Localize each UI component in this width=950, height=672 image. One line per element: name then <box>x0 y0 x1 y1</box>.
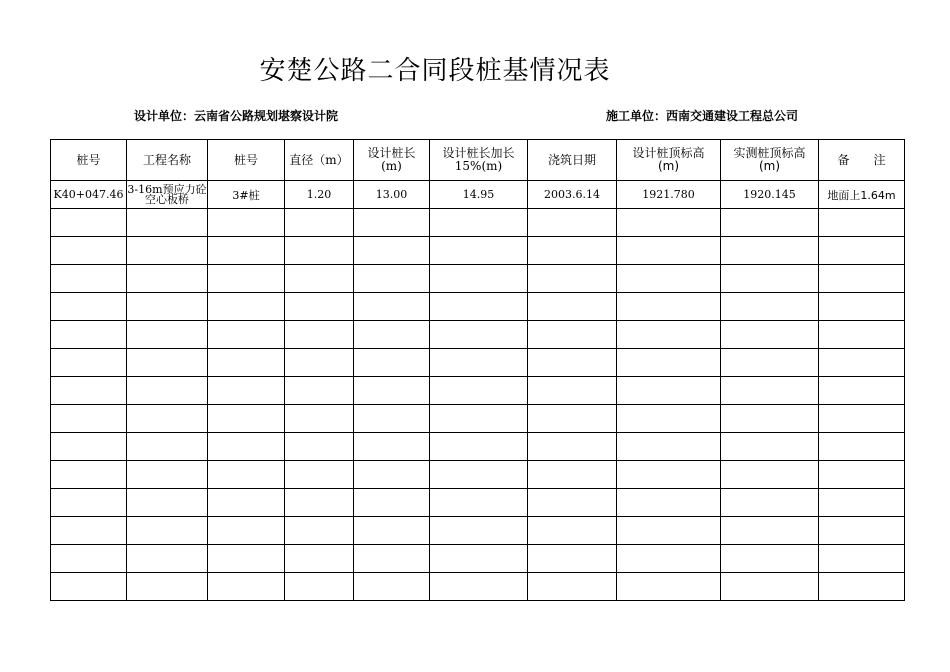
empty-cell <box>285 433 354 461</box>
empty-cell <box>51 321 127 349</box>
empty-cell <box>819 209 905 237</box>
empty-cell <box>819 265 905 293</box>
empty-cell <box>819 237 905 265</box>
empty-cell <box>617 517 721 545</box>
empty-cell <box>51 573 127 601</box>
empty-cell <box>617 237 721 265</box>
empty-cell <box>354 405 430 433</box>
empty-cell <box>127 405 208 433</box>
empty-cell <box>430 321 528 349</box>
empty-table-row <box>51 209 905 237</box>
empty-cell <box>51 461 127 489</box>
empty-cell <box>51 545 127 573</box>
empty-cell <box>285 461 354 489</box>
empty-cell <box>208 433 285 461</box>
cell-pour-date: 2003.6.14 <box>528 181 617 209</box>
empty-cell <box>819 293 905 321</box>
empty-cell <box>528 573 617 601</box>
empty-cell <box>430 545 528 573</box>
cell-remark: 地面上1.64m <box>819 181 905 209</box>
empty-cell <box>528 517 617 545</box>
empty-cell <box>528 237 617 265</box>
empty-cell <box>51 517 127 545</box>
cell-project-name-line1: 3-16m预应力砼 <box>127 182 207 196</box>
empty-cell <box>617 545 721 573</box>
empty-cell <box>354 517 430 545</box>
empty-cell <box>721 433 819 461</box>
empty-table-row <box>51 265 905 293</box>
empty-cell <box>354 573 430 601</box>
empty-cell <box>127 237 208 265</box>
cell-station: K40+047.46 <box>51 181 127 209</box>
empty-cell <box>208 405 285 433</box>
cell-measured-top-elevation: 1920.145 <box>721 181 819 209</box>
empty-cell <box>51 265 127 293</box>
empty-cell <box>208 461 285 489</box>
empty-cell <box>127 321 208 349</box>
header-measured-top-elevation-line2: (m) <box>758 159 781 173</box>
cell-project-name-line2: 空心板桥 <box>145 192 189 206</box>
empty-cell <box>354 349 430 377</box>
empty-table-row <box>51 461 905 489</box>
empty-cell <box>51 433 127 461</box>
empty-cell <box>127 377 208 405</box>
cell-diameter: 1.20 <box>285 181 354 209</box>
empty-cell <box>721 377 819 405</box>
header-measured-top-elevation <box>721 140 819 181</box>
page-title: 安楚公路二合同段桩基情况表 <box>259 56 611 86</box>
empty-cell <box>354 209 430 237</box>
empty-cell <box>208 209 285 237</box>
empty-cell <box>285 209 354 237</box>
header-extended-length-line1: 设计桩长加长 <box>442 146 515 160</box>
header-pour-date: 浇筑日期 <box>528 140 617 181</box>
empty-cell <box>617 209 721 237</box>
empty-cell <box>208 349 285 377</box>
empty-cell <box>528 545 617 573</box>
empty-cell <box>617 349 721 377</box>
cell-project-name <box>127 181 208 209</box>
empty-cell <box>51 237 127 265</box>
empty-cell <box>354 293 430 321</box>
empty-table-row <box>51 517 905 545</box>
empty-cell <box>721 265 819 293</box>
empty-cell <box>127 545 208 573</box>
empty-cell <box>617 433 721 461</box>
empty-cell <box>285 489 354 517</box>
empty-cell <box>528 209 617 237</box>
empty-cell <box>617 573 721 601</box>
header-design-top-elevation <box>617 140 721 181</box>
empty-cell <box>208 573 285 601</box>
empty-cell <box>721 545 819 573</box>
empty-cell <box>528 377 617 405</box>
cell-pile-number: 3#桩 <box>208 181 285 209</box>
empty-cell <box>721 237 819 265</box>
empty-cell <box>285 265 354 293</box>
empty-cell <box>51 405 127 433</box>
empty-cell <box>819 545 905 573</box>
header-extended-length <box>430 140 528 181</box>
empty-cell <box>819 377 905 405</box>
empty-cell <box>127 293 208 321</box>
empty-cell <box>721 573 819 601</box>
construction-unit-label: 施工单位：西南交通建设工程总公司 <box>606 109 799 123</box>
empty-cell <box>285 545 354 573</box>
empty-cell <box>127 517 208 545</box>
empty-cell <box>208 293 285 321</box>
empty-cell <box>285 377 354 405</box>
header-design-length-line2: (m) <box>381 159 402 173</box>
empty-cell <box>721 405 819 433</box>
empty-cell <box>617 489 721 517</box>
empty-cell <box>721 209 819 237</box>
empty-cell <box>51 377 127 405</box>
empty-table-row <box>51 349 905 377</box>
empty-cell <box>430 377 528 405</box>
empty-cell <box>354 545 430 573</box>
empty-cell <box>51 489 127 517</box>
empty-cell <box>208 377 285 405</box>
empty-cell <box>430 461 528 489</box>
empty-cell <box>617 321 721 349</box>
empty-cell <box>285 517 354 545</box>
empty-cell <box>354 265 430 293</box>
empty-table-row <box>51 237 905 265</box>
empty-cell <box>617 293 721 321</box>
header-design-top-elevation-line1: 设计桩顶标高 <box>632 146 705 160</box>
empty-cell <box>430 349 528 377</box>
empty-cell <box>430 237 528 265</box>
pile-foundation-table <box>50 139 905 601</box>
empty-cell <box>354 461 430 489</box>
empty-cell <box>285 405 354 433</box>
empty-cell <box>617 377 721 405</box>
empty-cell <box>721 293 819 321</box>
empty-cell <box>354 433 430 461</box>
empty-cell <box>127 573 208 601</box>
empty-cell <box>617 405 721 433</box>
header-remark: 备 注 <box>819 140 905 181</box>
empty-cell <box>430 433 528 461</box>
table-row <box>51 181 905 209</box>
empty-cell <box>127 461 208 489</box>
empty-cell <box>208 545 285 573</box>
empty-cell <box>430 265 528 293</box>
empty-cell <box>721 489 819 517</box>
empty-cell <box>721 517 819 545</box>
empty-cell <box>354 321 430 349</box>
empty-cell <box>528 265 617 293</box>
empty-cell <box>430 293 528 321</box>
cell-extended-length: 14.95 <box>430 181 528 209</box>
empty-cell <box>617 461 721 489</box>
empty-cell <box>819 405 905 433</box>
cell-design-length: 13.00 <box>354 181 430 209</box>
empty-cell <box>819 517 905 545</box>
header-diameter: 直径（m） <box>285 140 354 181</box>
empty-cell <box>285 321 354 349</box>
empty-cell <box>819 489 905 517</box>
empty-cell <box>51 349 127 377</box>
empty-cell <box>208 517 285 545</box>
empty-cell <box>285 237 354 265</box>
empty-cell <box>528 489 617 517</box>
empty-cell <box>127 489 208 517</box>
header-pile-number: 桩号 <box>208 140 285 181</box>
empty-cell <box>285 573 354 601</box>
empty-cell <box>430 405 528 433</box>
empty-cell <box>528 293 617 321</box>
empty-cell <box>354 377 430 405</box>
empty-cell <box>528 405 617 433</box>
empty-cell <box>819 573 905 601</box>
empty-cell <box>721 349 819 377</box>
empty-cell <box>127 265 208 293</box>
empty-cell <box>819 433 905 461</box>
header-design-length <box>354 140 430 181</box>
empty-cell <box>127 433 208 461</box>
empty-cell <box>354 237 430 265</box>
empty-cell <box>528 461 617 489</box>
empty-table-row <box>51 545 905 573</box>
empty-cell <box>127 209 208 237</box>
empty-cell <box>285 349 354 377</box>
empty-cell <box>354 489 430 517</box>
empty-cell <box>528 433 617 461</box>
empty-cell <box>721 461 819 489</box>
empty-table-row <box>51 377 905 405</box>
empty-table-row <box>51 321 905 349</box>
empty-cell <box>721 321 819 349</box>
empty-cell <box>430 517 528 545</box>
header-measured-top-elevation-line1: 实测桩顶标高 <box>733 146 806 160</box>
empty-table-row <box>51 489 905 517</box>
empty-cell <box>51 209 127 237</box>
empty-cell <box>528 349 617 377</box>
header-design-top-elevation-line2: (m) <box>657 159 680 173</box>
empty-cell <box>208 321 285 349</box>
empty-cell <box>819 461 905 489</box>
header-design-length-line1: 设计桩长 <box>367 146 416 160</box>
design-unit-label: 设计单位：云南省公路规划堪察设计院 <box>134 109 339 123</box>
empty-cell <box>819 349 905 377</box>
empty-cell <box>208 489 285 517</box>
empty-table-row <box>51 433 905 461</box>
empty-cell <box>285 293 354 321</box>
header-extended-length-line2: 15%(m) <box>454 159 503 173</box>
empty-cell <box>430 489 528 517</box>
header-project-name: 工程名称 <box>127 140 208 181</box>
empty-table-row <box>51 293 905 321</box>
empty-cell <box>819 321 905 349</box>
empty-table-row <box>51 405 905 433</box>
empty-cell <box>528 321 617 349</box>
empty-cell <box>617 265 721 293</box>
empty-cell <box>208 265 285 293</box>
header-row <box>51 140 905 181</box>
empty-cell <box>430 209 528 237</box>
header-station: 桩号 <box>51 140 127 181</box>
empty-table-row <box>51 573 905 601</box>
cell-design-top-elevation: 1921.780 <box>617 181 721 209</box>
empty-cell <box>51 293 127 321</box>
empty-cell <box>208 237 285 265</box>
empty-cell <box>430 573 528 601</box>
empty-cell <box>127 349 208 377</box>
empty-rows <box>51 209 905 601</box>
